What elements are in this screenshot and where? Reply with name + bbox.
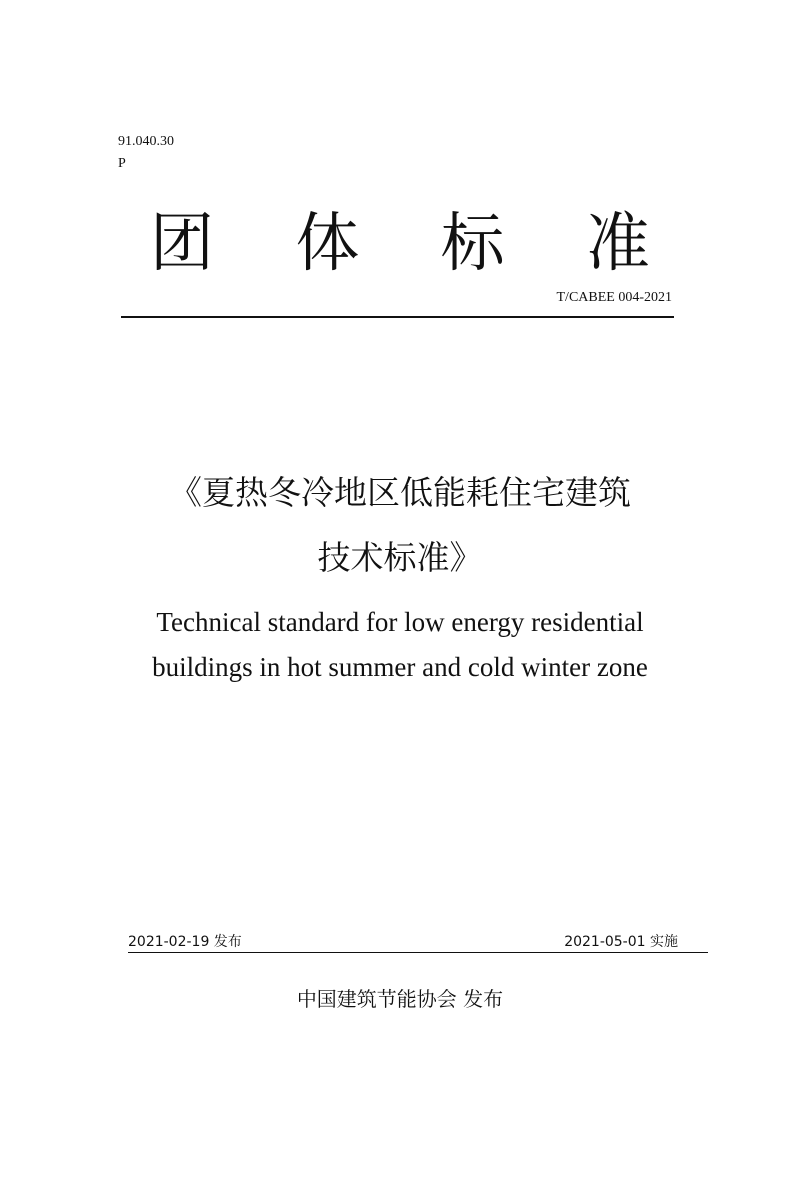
document-type-char: 团 (150, 207, 214, 281)
chinese-title-line-1: 《夏热冬冷地区低能耗住宅建筑 (169, 473, 631, 512)
date-row (128, 933, 678, 951)
publisher: 中国建筑节能协会 发布 (296, 987, 504, 1011)
implementation-date: 2021-05-01 实施 (564, 934, 678, 950)
document-type-char: 准 (585, 207, 650, 281)
standard-number: T/CABEE 004-2021 (556, 290, 672, 305)
bottom-divider (128, 952, 708, 953)
chinese-title-line-2: 技术标准》 (317, 538, 483, 577)
document-type-char: 体 (295, 207, 360, 281)
issue-date: 2021-02-19 发布 (128, 934, 242, 950)
ics-code: 91.040.30 (118, 134, 174, 149)
english-title-line-1: Technical standard for low energy residential (156, 607, 644, 637)
ccs-code: P (118, 156, 126, 171)
document-type-heading (150, 205, 650, 283)
top-divider (121, 316, 674, 318)
english-title-line-2: buildings in hot summer and cold winter zone (152, 652, 648, 682)
document-type-char: 标 (440, 207, 505, 281)
